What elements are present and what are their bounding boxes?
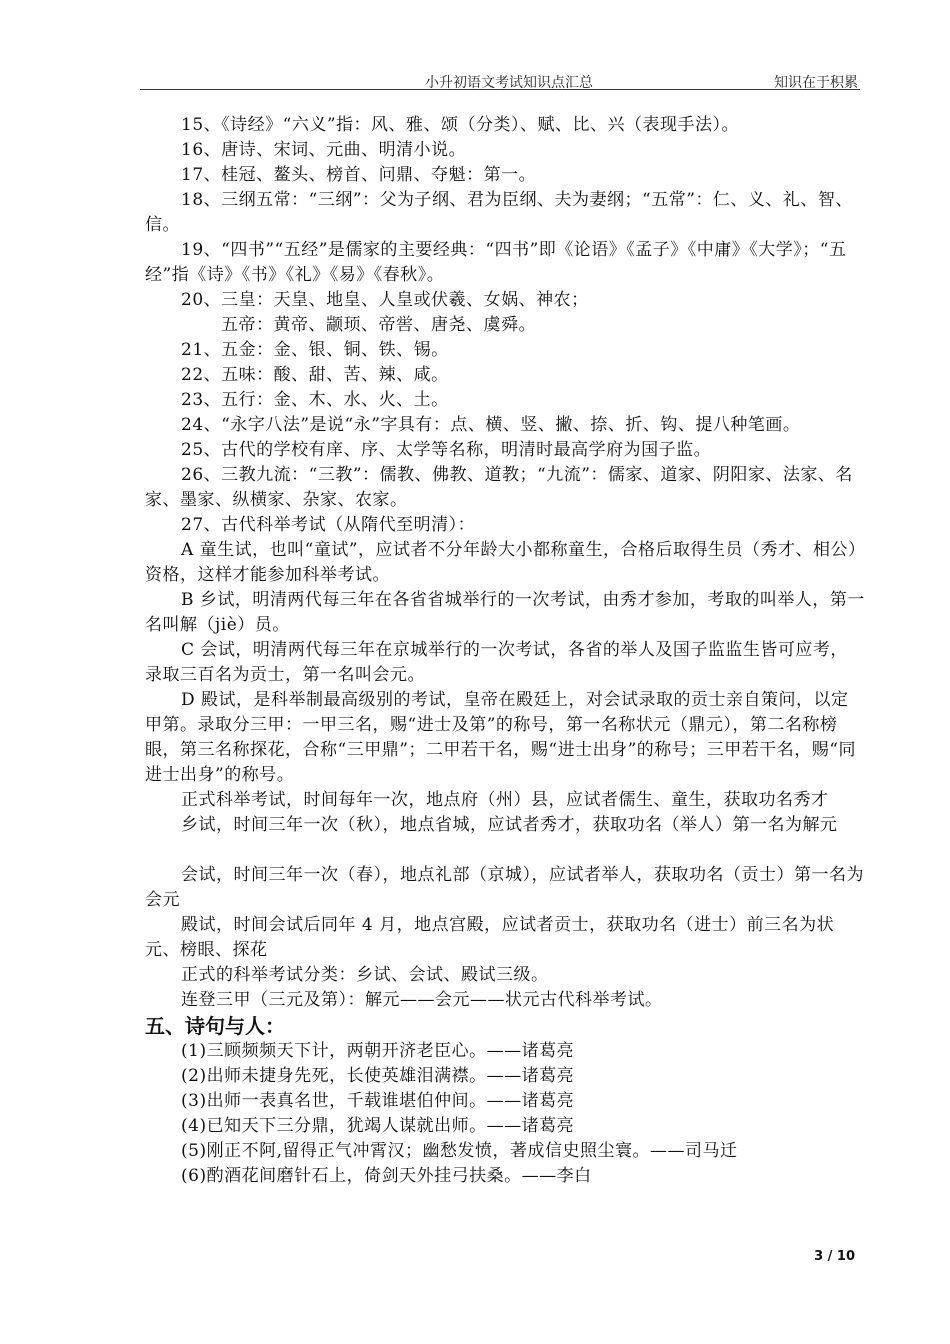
paragraph: 殿试，时间会试后同年 4 月，地点宫殿，应试者贡士，获取功名（进士）前三名为状元、榜眼、探花 xyxy=(145,915,835,960)
paragraph: 22、五味：酸、甜、苦、辣、咸。 xyxy=(181,365,449,385)
header-motto: 知识在于积累 xyxy=(774,75,858,91)
paragraph: A 童生试，也叫“童试”，应试者不分年龄大小都称童生，合格后取得生员（秀才、相公）资格，这样才能参加科举考试。 xyxy=(145,540,858,585)
paragraph: 15、《诗经》“六义”指：风、雅、颂（分类）、赋、比、兴（表现手法）。 xyxy=(181,115,740,135)
paragraph: 16、唐诗、宋词、元曲、明清小说。 xyxy=(181,140,467,160)
poem-line: (1)三顾频频天下计，两朝开济老臣心。——诸葛亮 xyxy=(181,1041,575,1061)
document-body xyxy=(145,113,865,1189)
document-title: 小升初语文考试知识点汇总 xyxy=(425,75,593,91)
poem-line: (2)出师未捷身先死，长使英雄泪满襟。——诸葛亮 xyxy=(181,1066,575,1086)
paragraph: 21、五金：金、银、铜、铁、锡。 xyxy=(181,340,449,360)
page-number: 3 / 10 xyxy=(814,1249,855,1264)
paragraph: 会试，时间三年一次（春），地点礼部（京城），应试者举人，获取功名（贡士）第一名为会元 xyxy=(145,865,864,910)
poem-line: (3)出师一表真名世，千载谁堪伯仲间。——诸葛亮 xyxy=(181,1091,575,1111)
paragraph: 24、“永字八法”是说“永”字具有：点、横、竖、撇、捺、折、钩、提八种笔画。 xyxy=(181,415,801,435)
paragraph: 五帝：黄帝、颛顼、帝喾、唐尧、虞舜。 xyxy=(221,315,536,335)
paragraph: 26、三教九流：“三教”：儒教、佛教、道教；“九流”：儒家、道家、阴阳家、法家、名家、墨家、纵横家、杂家、农家。 xyxy=(145,465,853,510)
poem-line: (6)酌酒花间磨针石上，倚剑天外挂弓扶桑。——李白 xyxy=(181,1166,592,1186)
paragraph: 20、三皇：天皇、地皇、人皇或伏羲、女娲、神农； xyxy=(181,290,589,310)
paragraph: 乡试，时间三年一次（秋），地点省城，应试者秀才，获取功名（举人）第一名为解元 xyxy=(181,815,838,835)
paragraph: 23、五行：金、木、水、火、土。 xyxy=(181,390,449,410)
paragraph: D 殿试，是科举制最高级别的考试，皇帝在殿廷上，对会试录取的贡士亲自策问，以定甲第。录取分三甲：一甲三名，赐“进士及第”的称号，第一名称状元（鼎元），第二名称榜眼，第三名称探花，合称“三甲鼎”；二甲若干名，赐“进士出身”的称号；三甲若干名，赐“同进士出身”的称号。 xyxy=(145,690,856,785)
paragraph: B 乡试，明清两代每三年在各省省城举行的一次考试，由秀才参加，考取的叫举人，第一名叫解（jiè）员。 xyxy=(145,590,865,635)
paragraph: 27、古代科举考试（从隋代至明清）： xyxy=(181,515,476,535)
poem-line: (5)刚正不阿,留得正气冲霄汉；幽愁发愤，著成信史照尘寰。——司马迁 xyxy=(181,1141,738,1161)
poem-line: (4)已知天下三分鼎，犹竭人谋就出师。——诸葛亮 xyxy=(181,1116,575,1136)
paragraph: 25、古代的学校有庠、序、太学等名称，明清时最高学府为国子监。 xyxy=(181,440,712,460)
paragraph: 18、三纲五常：“三纲”：父为子纲、君为臣纲、夫为妻纲；“五常”：仁、义、礼、智、信。 xyxy=(145,190,853,235)
paragraph: 17、桂冠、鳌头、榜首、问鼎、夺魁：第一。 xyxy=(181,165,537,185)
section-heading: 五、诗句与人： xyxy=(145,1014,285,1038)
header-divider xyxy=(140,89,860,90)
paragraph: 正式的科举考试分类：乡试、会试、殿试三级。 xyxy=(181,965,549,985)
paragraph: 连登三甲（三元及第）：解元——会元——状元古代科举考试。 xyxy=(181,990,663,1010)
paragraph: 正式科举考试，时间每年一次，地点府（州）县，应试者儒生、童生，获取功名秀才 xyxy=(181,790,829,810)
paragraph: C 会试，明清两代每三年在京城举行的一次考试，各省的举人及国子监监生皆可应考，录取三百名为贡士，第一名叫会元。 xyxy=(145,640,848,685)
paragraph: 19、“四书”“五经”是儒家的主要经典：“四书”即《论语》《孟子》《中庸》《大学》；“五经”指《诗》《书》《礼》《易》《春秋》。 xyxy=(145,240,847,285)
